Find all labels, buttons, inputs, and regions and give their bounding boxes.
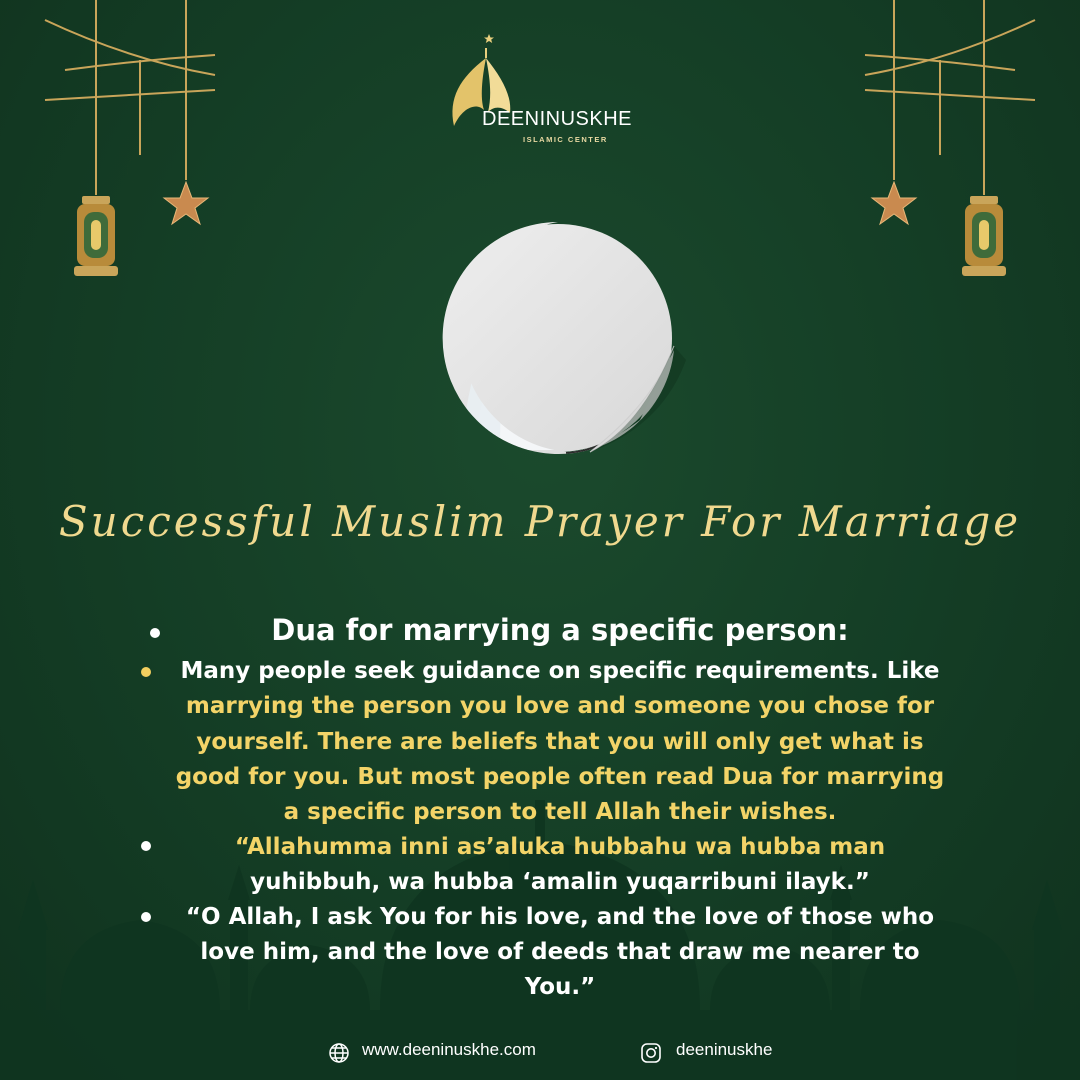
logo-subtitle: ISLAMIC CENTER [523,135,608,144]
hanging-lanterns-right [850,0,1040,290]
dua-translation-line: “O Allah, I ask You for his love, and the love of those who [185,904,935,930]
globe-icon [328,1042,350,1064]
section-heading: Dua for marrying a specific person: [271,613,849,647]
paragraph-line: good for you. But most people often read Dua for marrying [175,764,945,790]
instagram-icon [640,1042,662,1064]
instagram-handle[interactable]: deeninuskhe [676,1040,773,1059]
dua-arabic-line: yuhibbuh, wa hubba ‘amalin yuqarribuni ilayk.” [250,869,870,895]
hanging-lanterns-left [40,0,230,290]
bullet-1 [150,628,160,638]
dua-arabic-line: “Allahumma inni as’aluka hubbahu wa hubba man [234,834,886,860]
paragraph-line: a specific person to tell Allah their wishes. [283,799,837,825]
paragraph-line: Many people seek guidance on specific requirements. Like [180,658,940,684]
website-link[interactable]: www.deeninuskhe.com [362,1040,536,1059]
couple-photo [440,220,700,455]
page-title: Successful Muslim Prayer For Marriage [58,497,1022,546]
dua-translation-line: You.” [524,974,596,1000]
logo-name: DEENINUSKHE [482,108,632,130]
dua-translation-line: love him, and the love of deeds that draw me nearer to [200,939,920,965]
paragraph-line: marrying the person you love and someone you chose for [185,693,935,719]
paragraph-line: yourself. There are beliefs that you will only get what is [196,729,924,755]
